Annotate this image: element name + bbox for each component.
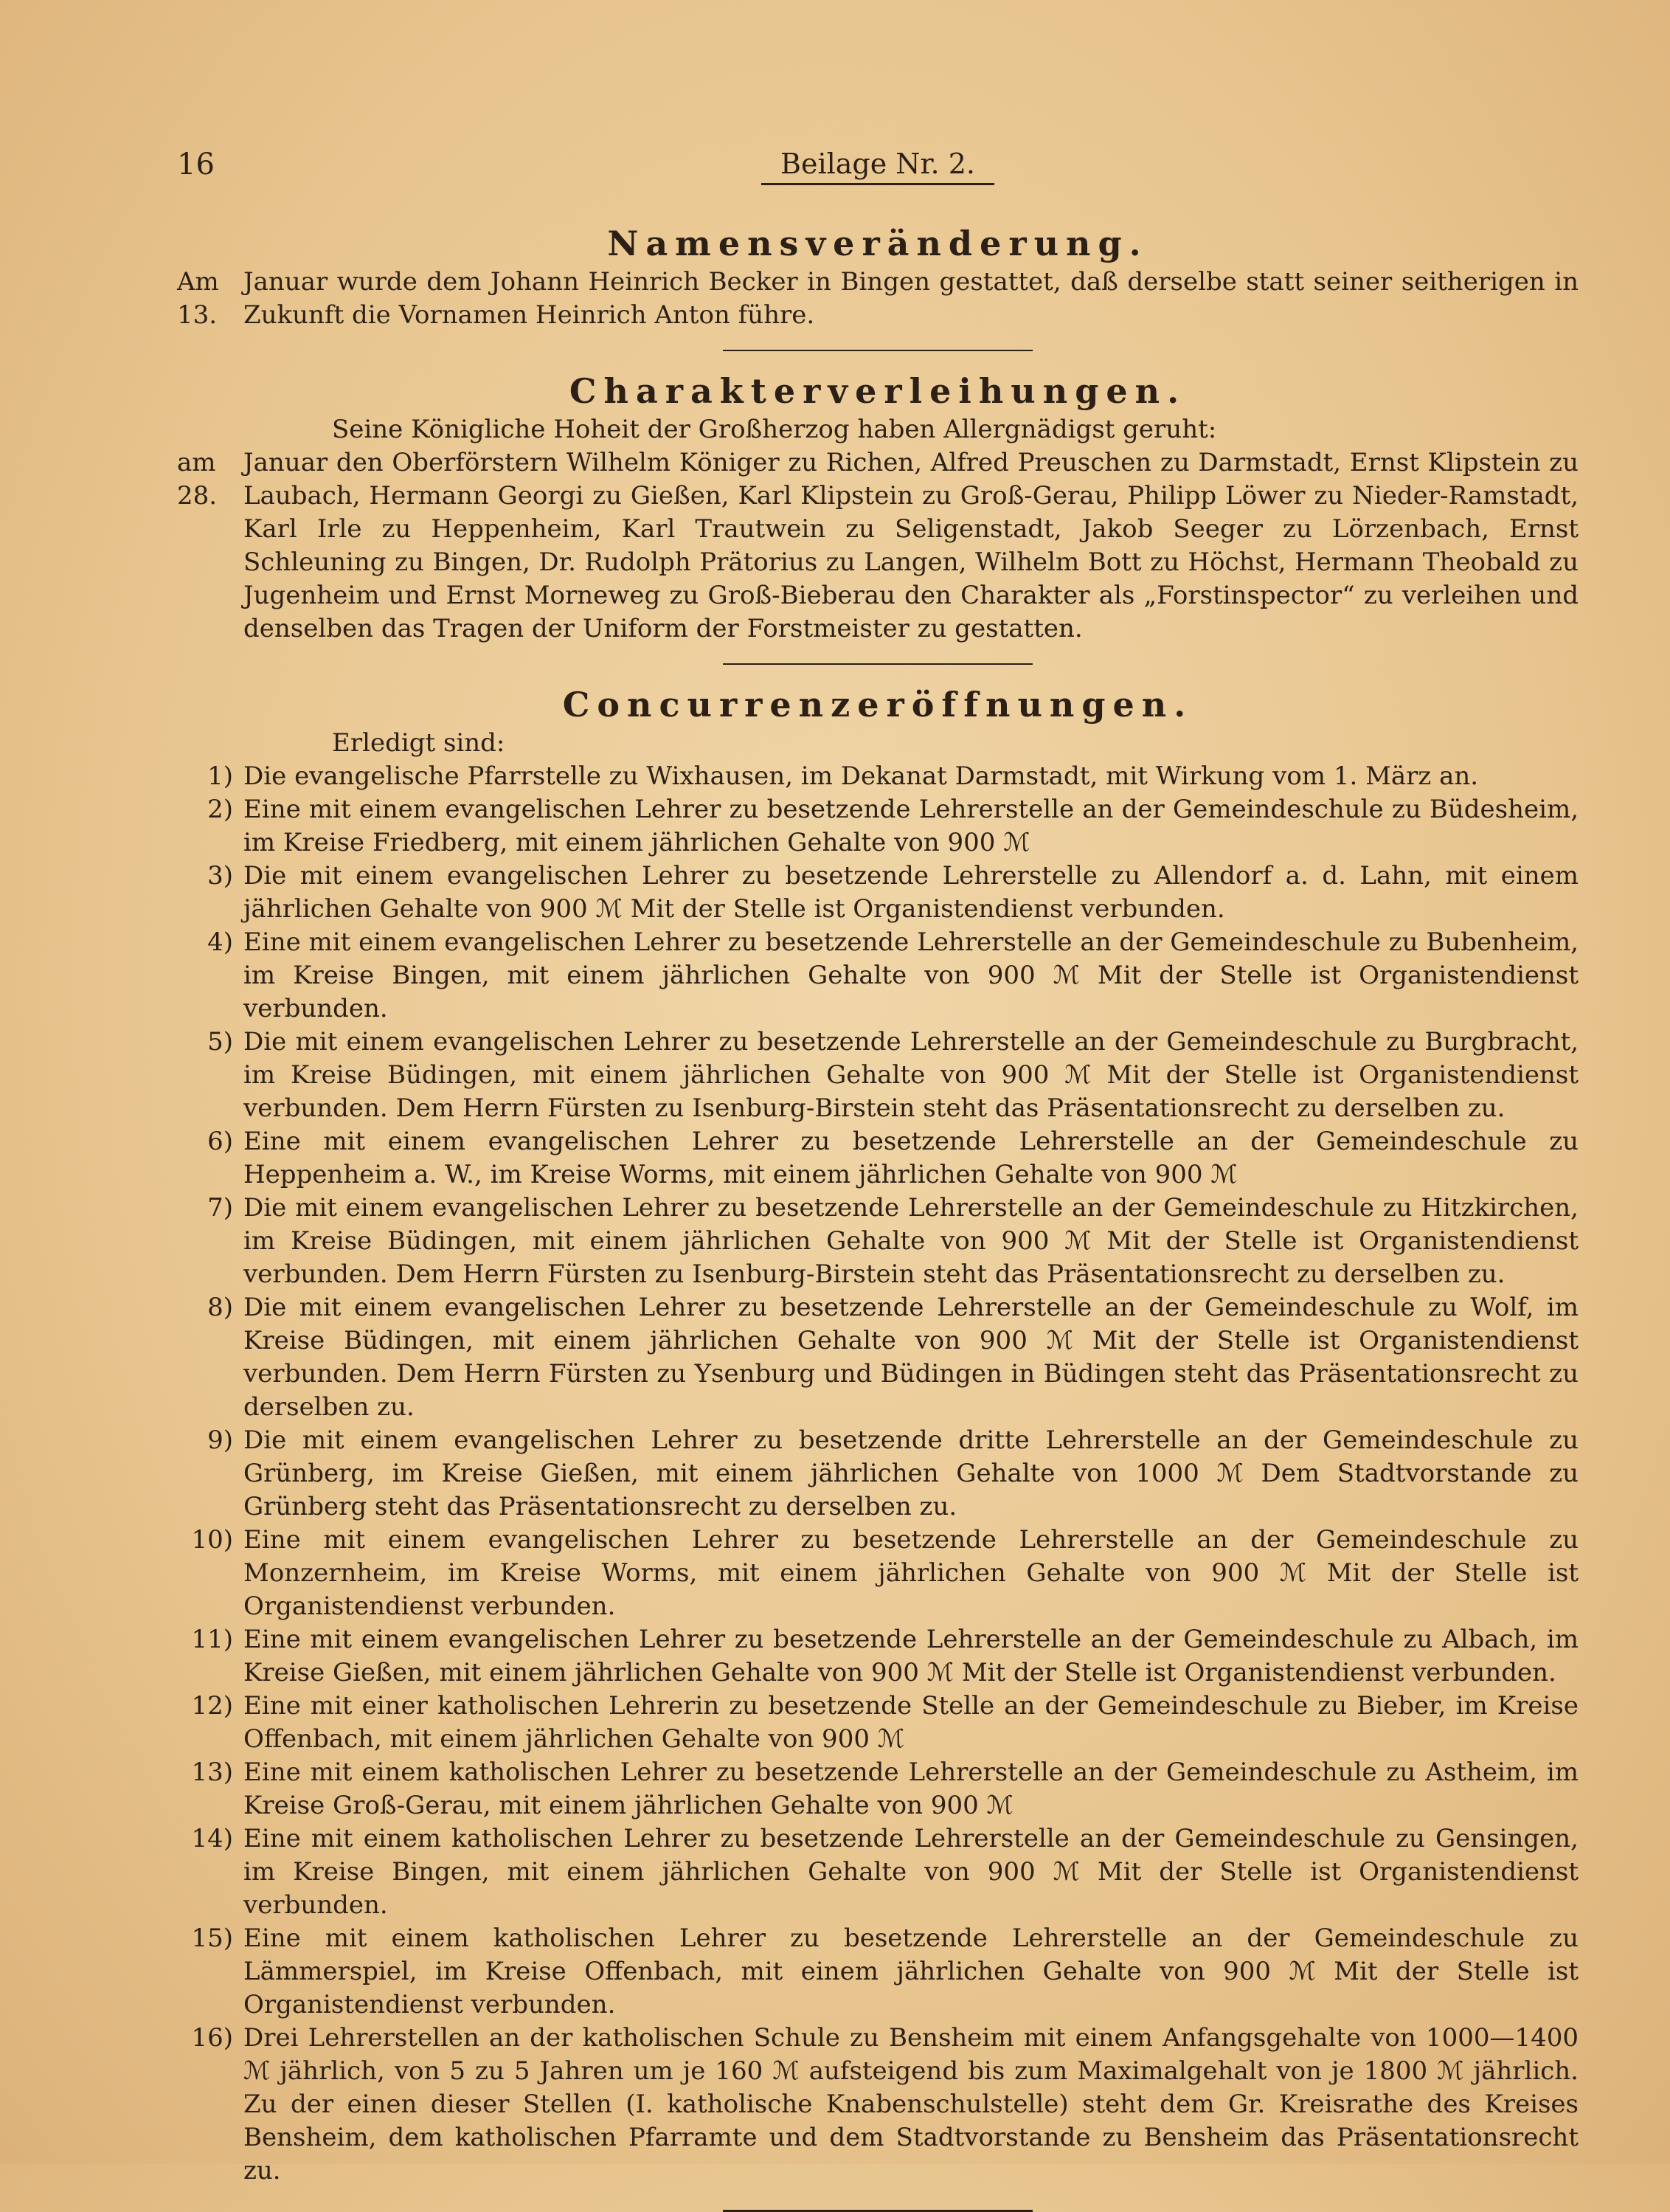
intro-line: Seine Königliche Hoheit der Großherzog haben Allergnädigst geruht: <box>332 415 1217 444</box>
item-number: 3) <box>207 861 233 891</box>
item-number: 11) <box>191 1625 233 1654</box>
intro-line: Erledigt sind: <box>332 728 505 758</box>
list-item <box>177 1192 1579 1291</box>
item-text: Drei Lehrerstellen an der katholischen Schule zu Bensheim mit einem Anfangsgehalte von 1000—1400 ℳ jährlich, von 5 zu 5 Jahren um je 160 ℳ aufsteigend bis zum Maximalgehalt von je 1800 ℳ jährlich. Zu der einen dieser Stellen (I. katholische Knabenschulstelle) steht dem Gr. Kreisrathe des Kreises Bensheim, dem katholischen Pfarramte und dem Stadtvorstande zu Bensheim das Präsentationsrecht zu. <box>243 2023 1579 2185</box>
list-item <box>177 793 1579 860</box>
list-item <box>177 1026 1579 1125</box>
list-item <box>177 1922 1579 2022</box>
item-number: 7) <box>207 1193 233 1223</box>
page-header <box>177 148 1579 192</box>
item-number: 15) <box>191 1924 233 1953</box>
list-item <box>177 1822 1579 1922</box>
item-number: 5) <box>207 1027 233 1057</box>
list-item <box>177 1690 1579 1756</box>
section-body-namensveraenderung <box>177 266 1579 332</box>
section-title-concurrenzeroeffnungen: Concurrenzeröffnungen. <box>562 685 1193 725</box>
item-number: 9) <box>207 1425 233 1455</box>
item-number: 10) <box>191 1525 233 1555</box>
date-lead: Am 13. <box>177 267 219 330</box>
list-item <box>177 2022 1579 2188</box>
item-text: Eine mit einem evangelischen Lehrer zu besetzende Lehrerstelle an der Gemeindeschule zu Monzernheim, im Kreise Worms, mit einem jährlichen Gehalte von 900 ℳ Mit der Stelle ist Organistendienst verbunden. <box>243 1525 1579 1621</box>
list-item <box>177 1424 1579 1524</box>
item-text: Eine mit einem evangelischen Lehrer zu besetzende Lehrerstelle an der Gemeindeschule zu Albach, im Kreise Gießen, mit einem jährlichen Gehalte von 900 ℳ Mit der Stelle ist Organistendienst verbunden. <box>243 1625 1579 1687</box>
item-number: 13) <box>191 1757 233 1787</box>
item-text: Die mit einem evangelischen Lehrer zu besetzende Lehrerstelle zu Allendorf a. d. Lahn, mit einem jährlichen Gehalte von 900 ℳ Mit der Stelle ist Organistendienst verbunden. <box>243 861 1579 924</box>
list-item <box>177 1623 1579 1690</box>
paragraph: Januar wurde dem Johann Heinrich Becker in Bingen gestattet, daß derselbe statt seiner seitherigen in Zukunft die Vornamen Heinrich Anton führe. <box>243 267 1579 330</box>
item-text: Eine mit einem evangelischen Lehrer zu besetzende Lehrerstelle an der Gemeindeschule zu Heppenheim a. W., im Kreise Worms, mit einem jährlichen Gehalte von 900 ℳ <box>243 1127 1579 1189</box>
item-text: Eine mit einem evangelischen Lehrer zu besetzende Lehrerstelle an der Gemeindeschule zu Bubenheim, im Kreise Bingen, mit einem jährlichen Gehalte von 900 ℳ Mit der Stelle ist Organistendienst verbunden. <box>243 927 1579 1023</box>
item-text: Eine mit einem katholischen Lehrer zu besetzende Lehrerstelle an der Gemeindeschule zu Lämmerspiel, im Kreise Offenbach, mit einem jährlichen Gehalte von 900 ℳ Mit der Stelle ist Organistendienst verbunden. <box>243 1924 1579 2019</box>
item-number: 8) <box>207 1293 233 1322</box>
vacancy-list <box>177 760 1579 2188</box>
supplement-label: Beilage Nr. 2. <box>761 148 994 185</box>
divider <box>723 663 1033 665</box>
item-text: Eine mit einer katholischen Lehrerin zu besetzende Stelle an der Gemeindeschule zu Bieber, im Kreise Offenbach, mit einem jährlichen Gehalte von 900 ℳ <box>243 1691 1579 1754</box>
item-number: 14) <box>191 1824 233 1853</box>
list-item <box>177 1291 1579 1424</box>
item-number: 2) <box>207 795 233 824</box>
divider <box>723 350 1033 351</box>
item-text: Die mit einem evangelischen Lehrer zu besetzende Lehrerstelle an der Gemeindeschule zu Hitzkirchen, im Kreise Büdingen, mit einem jährlichen Gehalte von 900 ℳ Mit der Stelle ist Organistendienst verbunden. Dem Herrn Fürsten zu Isenburg-Birstein steht das Präsentationsrecht zu derselben zu. <box>243 1193 1579 1289</box>
list-item <box>177 1756 1579 1822</box>
item-number: 16) <box>191 2023 233 2053</box>
item-number: 12) <box>191 1691 233 1721</box>
page-number: 16 <box>177 148 215 182</box>
section-title-charakterverleihungen: Charakterverleihungen. <box>569 371 1187 411</box>
item-number: 1) <box>207 761 233 791</box>
list-item <box>177 760 1579 793</box>
item-number: 6) <box>207 1127 233 1156</box>
item-text: Die evangelische Pfarrstelle zu Wixhausen, im Dekanat Darmstadt, mit Wirkung vom 1. März an. <box>243 761 1479 791</box>
item-text: Eine mit einem katholischen Lehrer zu besetzende Lehrerstelle an der Gemeindeschule zu Astheim, im Kreise Groß-Gerau, mit einem jährlichen Gehalte von 900 ℳ <box>243 1757 1579 1820</box>
item-text: Die mit einem evangelischen Lehrer zu besetzende Lehrerstelle an der Gemeindeschule zu Wolf, im Kreise Büdingen, mit einem jährlichen Gehalte von 900 ℳ Mit der Stelle ist Organistendienst verbunden. Dem Herrn Fürsten zu Ysenburg und Büdingen in Büdingen steht das Präsentationsrecht zu derselben zu. <box>243 1293 1579 1422</box>
section-title-namensveraenderung: Namensveränderung. <box>607 224 1148 263</box>
paragraph: Januar den Oberförstern Wilhelm Königer zu Richen, Alfred Preuschen zu Darmstadt, Ernst Klipstein zu Laubach, Hermann Georgi zu Gießen, Karl Klipstein zu Groß-Gerau, Philipp Löwer zu Nieder-Ramstadt, Karl Irle zu Heppenheim, Karl Trautwein zu Seligenstadt, Jakob Seeger zu Lörzenbach, Ernst Schleuning zu Bingen, Dr. Rudolph Prätorius zu Langen, Wilhelm Bott zu Höchst, Hermann Theobald zu Jugenheim und Ernst Morneweg zu Groß-Bieberau den Charakter als „Forstinspector“ zu verleihen und denselben das Tragen der Uniform der Forstmeister zu gestatten. <box>243 448 1579 643</box>
item-text: Eine mit einem evangelischen Lehrer zu besetzende Lehrerstelle an der Gemeindeschule zu Büdesheim, im Kreise Friedberg, mit einem jährlichen Gehalte von 900 ℳ <box>243 795 1579 857</box>
item-text: Die mit einem evangelischen Lehrer zu besetzende Lehrerstelle an der Gemeindeschule zu Burgbracht, im Kreise Büdingen, mit einem jährlichen Gehalte von 900 ℳ Mit der Stelle ist Organistendienst verbunden. Dem Herrn Fürsten zu Isenburg-Birstein steht das Präsentationsrecht zu derselben zu. <box>243 1027 1579 1123</box>
list-item <box>177 926 1579 1026</box>
item-number: 4) <box>207 927 233 957</box>
item-text: Eine mit einem katholischen Lehrer zu besetzende Lehrerstelle an der Gemeindeschule zu Gensingen, im Kreise Bingen, mit einem jährlichen Gehalte von 900 ℳ Mit der Stelle ist Organistendienst verbunden. <box>243 1824 1579 1920</box>
list-item <box>177 860 1579 926</box>
item-text: Die mit einem evangelischen Lehrer zu besetzende dritte Lehrerstelle an der Gemeindeschule zu Grünberg, im Kreise Gießen, mit einem jährlichen Gehalte von 1000 ℳ Dem Stadtvorstande zu Grünberg steht das Präsentationsrecht zu derselben zu. <box>243 1425 1579 1521</box>
date-lead: am 28. <box>177 448 218 511</box>
supplement-title <box>177 148 1579 180</box>
page-content <box>177 221 1579 2212</box>
list-item <box>177 1524 1579 1623</box>
list-item <box>177 1125 1579 1192</box>
section-body-charakterverleihungen <box>177 446 1579 646</box>
